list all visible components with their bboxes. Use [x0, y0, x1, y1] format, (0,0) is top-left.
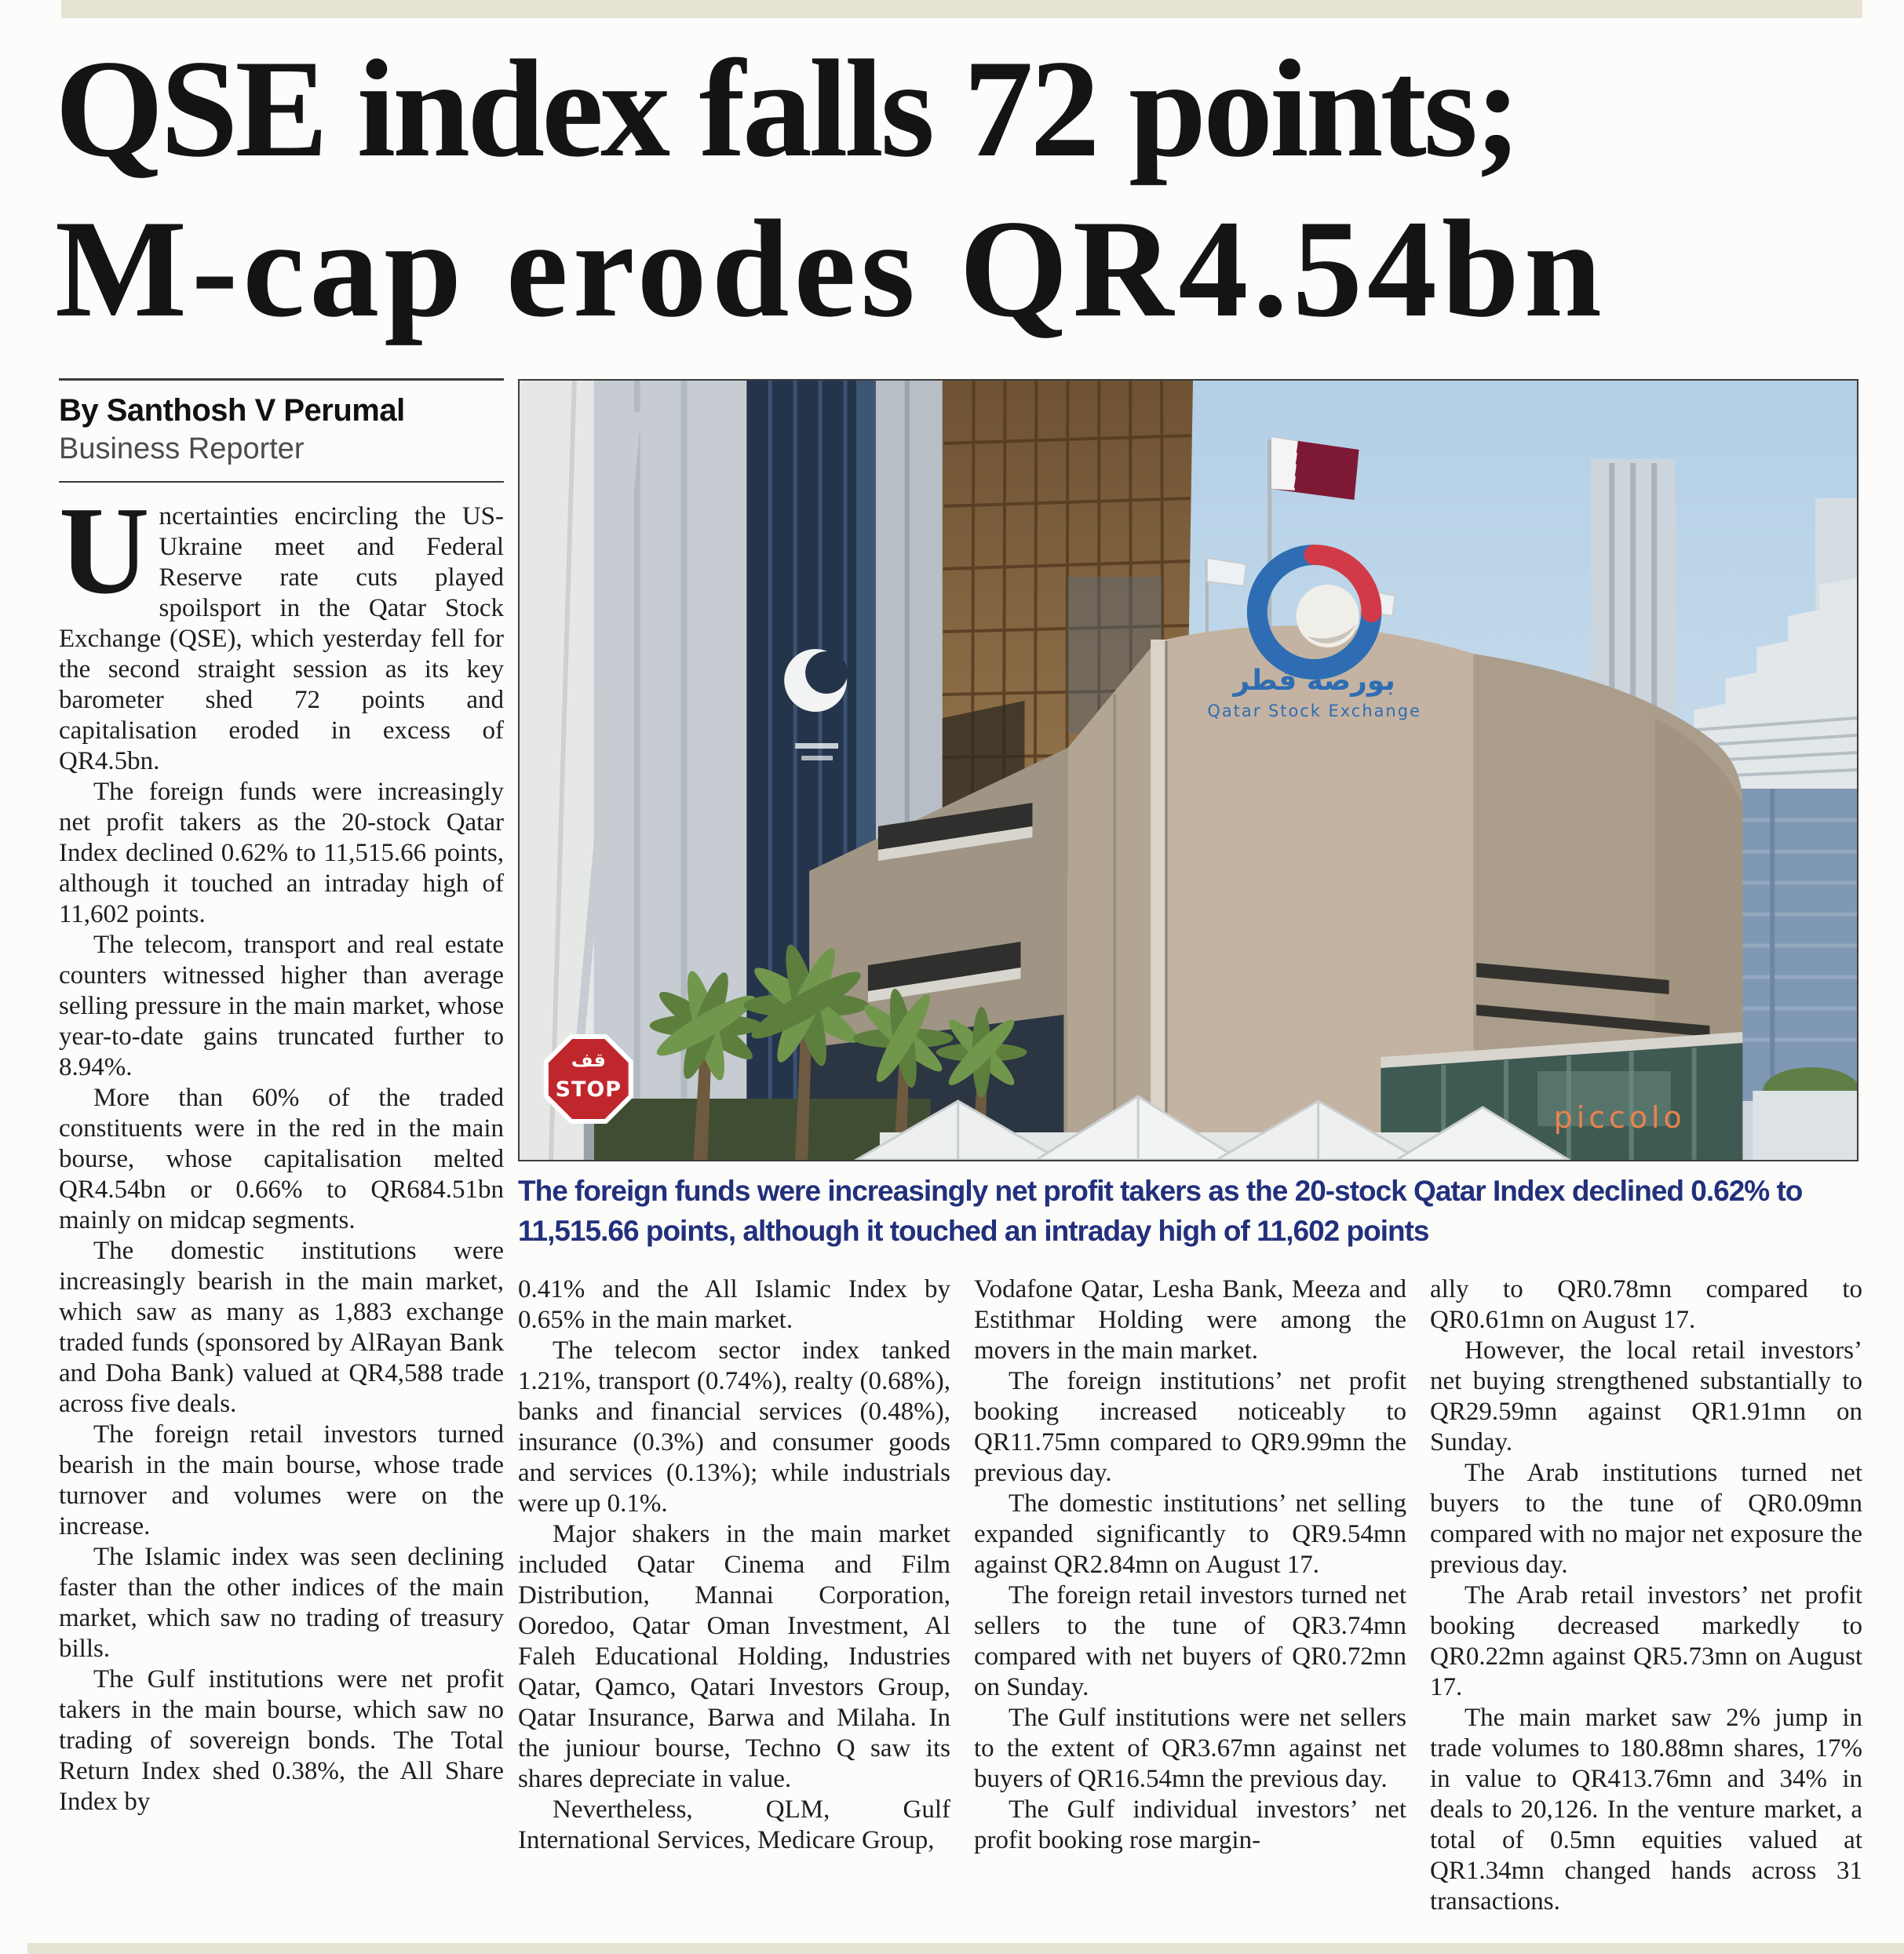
article-column-1	[59, 480, 504, 1817]
bottom-rule-bar	[27, 1943, 1904, 1954]
byline	[59, 378, 504, 483]
qatar-stock-exchange-photo	[520, 381, 1857, 1160]
article-column-4	[1430, 1274, 1862, 1917]
headline-line2: M-cap erodes QR4.54bn	[55, 191, 1607, 346]
paragraph: The domestic institutions’ net selling expanded significantly to QR9.54mn against QR2.84mn on August 17.	[974, 1489, 1406, 1579]
headline-line1: QSE index falls 72 points;	[55, 31, 1519, 186]
paragraph: The main market saw 2% jump in trade volumes to 180.88mn shares, 17% in value to QR413.76mn and 34% in deals to 20,126. In the venture market, a total of 0.5mn equities valued at QR1.34mn changed hands across 31 transactions.	[1430, 1704, 1862, 1916]
top-rule-bar	[61, 0, 1862, 18]
storefront-sign: piccolo	[1553, 1099, 1686, 1136]
article-column-2	[518, 1274, 950, 1917]
paragraph: Major shakers in the main market included Qatar Cinema and Film Distribution, Mannai Corporation, Ooredoo, Qatar Oman Investment, Al Faleh Educational Holding, Industries Qatar, Qamco, Qatari Investors Group, Qatar Insurance, Barwa and Milaha. In the juniour bourse, Techno Q saw its shares depreciate in value.	[518, 1520, 950, 1793]
paragraph: The foreign funds were increasingly net profit takers as the 20-stock Qatar Index declined 0.62% to 11,515.66 points, although it touched an intraday high of 11,602 points.	[59, 778, 504, 928]
paragraph: The foreign retail investors turned bearish in the main bourse, whose trade turnover and volumes were on the increase.	[59, 1420, 504, 1540]
paragraph: The foreign retail investors turned net sellers to the tune of QR3.74mn compared with net buyers of QR0.72mn on Sunday.	[974, 1581, 1406, 1701]
paragraph: The telecom sector index tanked 1.21%, transport (0.74%), realty (0.68%), banks and financial services (0.48%), insurance (0.3%) and consumer goods and services (0.13%); while industrials were up 0.1%.	[518, 1336, 950, 1518]
paragraph-text: ncertainties encircling the US-Ukraine meet and Federal Reserve rate cuts played spoilsport in the Qatar Stock Exchange (QSE), which yesterday fell for the second straight session as its key barometer shed 72 points and capitalisation eroded in excess of QR4.5bn.	[59, 502, 504, 775]
paragraph	[59, 480, 504, 777]
paragraph: The Islamic index was seen declining faster than the other indices of the main market, which saw no trading of treasury bills.	[59, 1543, 504, 1663]
stop-sign-arabic: قف	[571, 1048, 606, 1072]
drop-cap: U	[59, 480, 150, 620]
paragraph: 0.41% and the All Islamic Index by 0.65% in the main market.	[518, 1275, 950, 1334]
photo-and-columns	[518, 379, 1862, 1917]
page-title	[55, 27, 1862, 347]
paragraph: ally to QR0.78mn compared to QR0.61mn on August 17.	[1430, 1275, 1862, 1334]
paragraph: The domestic institutions were increasingly bearish in the main market, which saw as many as 1,883 exchange traded funds (sponsored by AlRayan Bank and Doha Bank) valued at QR4,588 trade across five deals.	[59, 1237, 504, 1418]
paragraph: The telecom, transport and real estate counters witnessed higher than average selling pressure in the main market, whose year-to-date gains truncated further to 8.94%.	[59, 931, 504, 1081]
article-column-3	[974, 1274, 1406, 1917]
building-sign-english: Qatar Stock Exchange	[1207, 701, 1421, 721]
article-columns	[518, 1274, 1862, 1917]
paragraph: More than 60% of the traded constituents were in the red in the main bourse, whose capitalisation melted QR4.54bn or 0.66% to QR684.51bn mainly on midcap segments.	[59, 1084, 504, 1234]
paragraph: The Arab institutions turned net buyers to the tune of QR0.09mn compared with no major net exposure the previous day.	[1430, 1459, 1862, 1579]
paragraph: However, the local retail investors’ net buying strengthened substantially to QR29.59mn against QR1.91mn on Sunday.	[1430, 1336, 1862, 1456]
paragraph: Vodafone Qatar, Lesha Bank, Meeza and Estithmar Holding were among the movers in the main market.	[974, 1275, 1406, 1365]
building-sign-arabic: بورصة قطر	[1233, 664, 1395, 698]
first-column	[59, 378, 504, 1817]
white-vehicle	[1753, 1091, 1857, 1160]
paragraph: Nevertheless, QLM, Gulf International Services, Medicare Group,	[518, 1795, 950, 1854]
paragraph: The foreign institutions’ net profit booking increased noticeably to QR11.75mn compared to QR9.99mn the previous day.	[974, 1367, 1406, 1487]
article-photo	[518, 379, 1858, 1161]
byline-author: By Santhosh V Perumal	[59, 393, 405, 428]
paragraph: The Gulf institutions were net sellers to the extent of QR3.67mn against net buyers of QR16.54mn the previous day.	[974, 1704, 1406, 1793]
photo-caption: The foreign funds were increasingly net profit takers as the 20-stock Qatar Index declined 0.62% to 11,515.66 points, although it touched an intraday high of 11,602 points	[518, 1175, 1803, 1247]
stop-sign-english: STOP	[555, 1077, 622, 1103]
paragraph: The Arab retail investors’ net profit booking decreased markedly to QR0.22mn against QR5.73mn on August 17.	[1430, 1581, 1862, 1701]
paragraph: The Gulf individual investors’ net profit booking rose margin-	[974, 1795, 1406, 1854]
paragraph: The Gulf institutions were net profit takers in the main bourse, which saw no trading of sovereign bonds. The Total Return Index shed 0.38%, the All Share Index by	[59, 1665, 504, 1816]
byline-role: Business Reporter	[59, 432, 305, 465]
